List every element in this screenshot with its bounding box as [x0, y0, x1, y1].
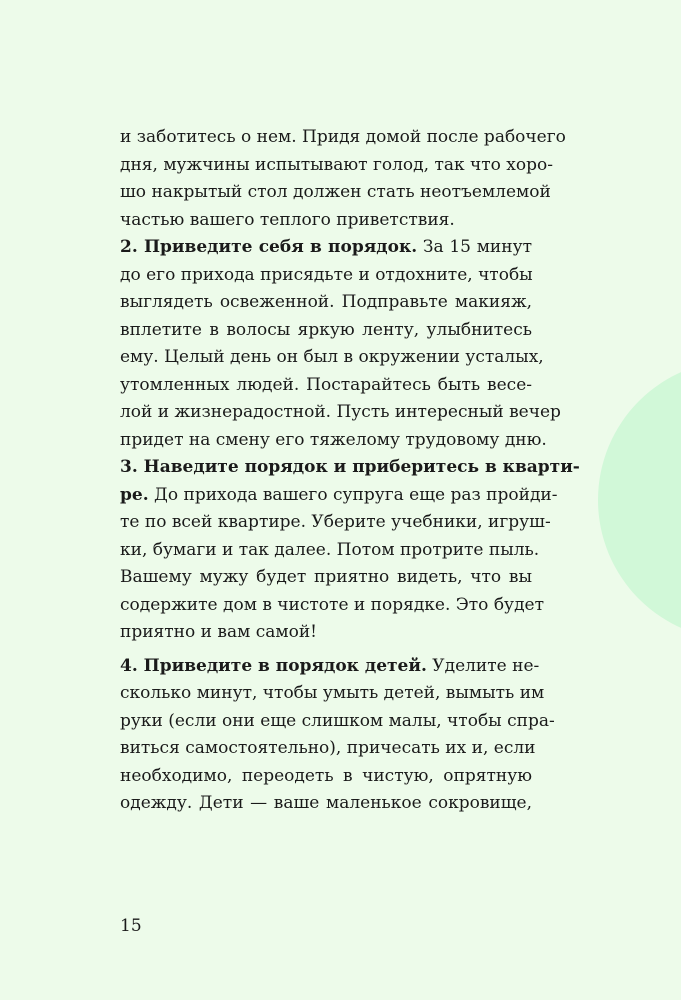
text-line: частью вашего теплого приветствия.: [120, 209, 455, 230]
decorative-circle: [598, 360, 681, 640]
item-4-first-line: [120, 653, 540, 681]
body-text: [120, 124, 580, 818]
text-line: виться самостоятельно), причесать их и, если: [120, 738, 536, 758]
item-3-heading: 3. Наведите порядок и приберитесь в кварти-: [120, 457, 580, 477]
text-line: ки, бумаги и так далее. Потом протрите пыль.: [120, 539, 540, 560]
item-2-first-line: [120, 234, 532, 262]
text-line: дня, мужчины испытывают голод, так что хоро-: [120, 154, 553, 175]
text-line: лой и жизнерадостной. Пусть интересный вечер: [120, 402, 561, 422]
item-4-text: Уделите не-: [426, 655, 540, 676]
item-3-heading-end: ре.: [120, 484, 149, 505]
text-line: Вашему мужу будет приятно видеть, что вы: [120, 567, 532, 587]
text-line: приятно и вам самой!: [120, 622, 317, 642]
item-2-heading: 2. Приведите себя в порядок.: [120, 237, 418, 257]
text-line: шо накрытый стол должен стать неотъемлемой: [120, 182, 551, 202]
item-2-text: За 15 минут: [417, 237, 532, 257]
page-number: 15: [120, 916, 142, 936]
text-line: до его прихода присядьте и отдохните, чтобы: [120, 264, 533, 285]
text-line: необходимо, переодеть в чистую, опрятную: [120, 765, 532, 786]
item-3-text: До прихода вашего супруга еще раз пройди-: [148, 484, 558, 505]
text-line: утомленных людей. Постарайтесь быть весе-: [120, 374, 532, 395]
text-line: сколько минут, чтобы умыть детей, вымыть им: [120, 683, 545, 703]
text-line: придет на смену его тяжелому трудовому дню.: [120, 429, 547, 450]
text-line: содержите дом в чистоте и порядке. Это будет: [120, 594, 544, 615]
text-line: одежду. Дети — ваше маленькое сокровище,: [120, 793, 532, 813]
text-line: и заботитесь о нем. Придя домой после рабочего: [120, 127, 566, 147]
text-line: выглядеть освеженной. Подправьте макияж,: [120, 292, 532, 312]
text-line: вплетите в волосы яркую ленту, улыбнитесь: [120, 319, 532, 340]
item-3-first-line: [120, 482, 558, 510]
text-line: руки (если они еще слишком малы, чтобы спра-: [120, 710, 555, 731]
item-4-heading: 4. Приведите в порядок детей.: [120, 655, 427, 676]
text-line: те по всей квартире. Уберите учебники, игруш-: [120, 512, 551, 532]
text-line: ему. Целый день он был в окружении усталых,: [120, 347, 544, 367]
